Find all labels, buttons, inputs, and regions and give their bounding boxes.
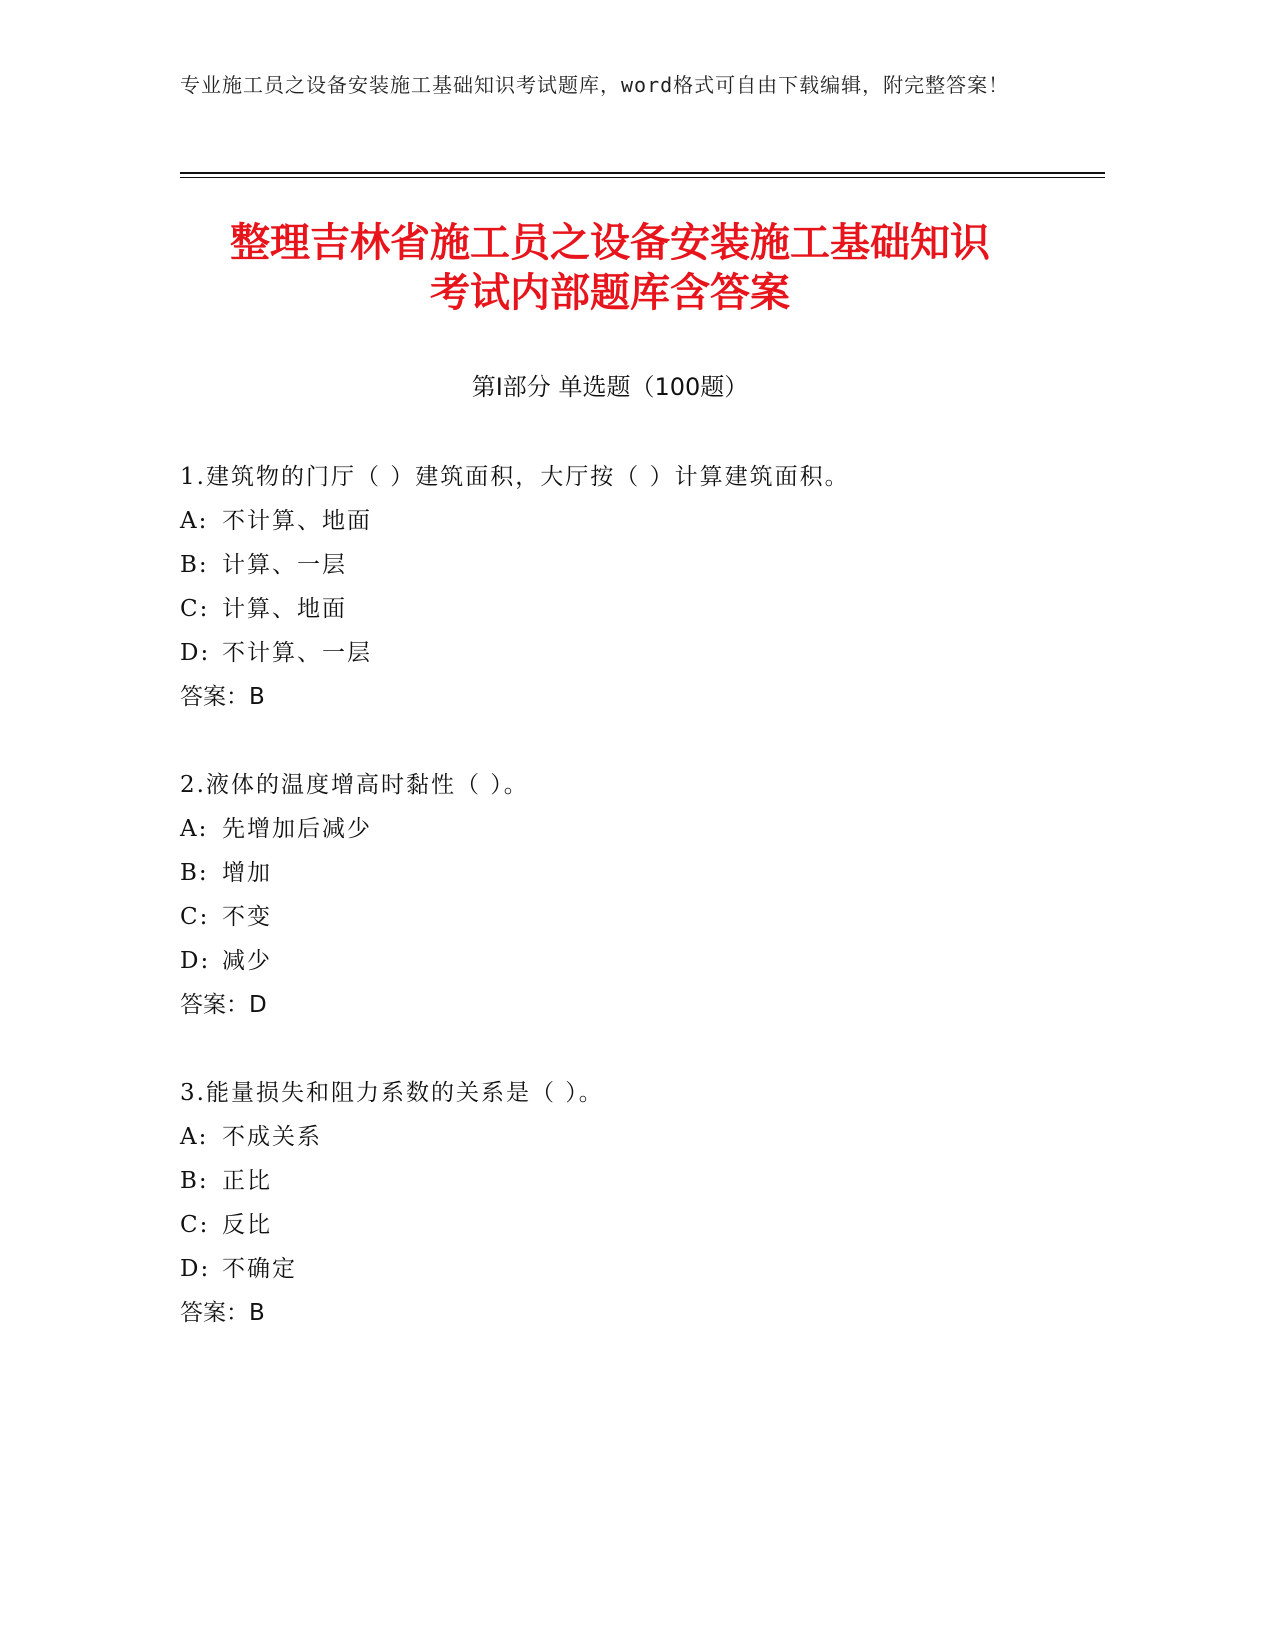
document-title-line-1: 整理吉林省施工员之设备安装施工基础知识 [230,220,990,266]
option-key: A: [180,508,209,534]
header-divider-thin [180,177,1105,178]
option-a [180,807,1080,851]
document-header-note: 专业施工员之设备安装施工基础知识考试题库，word格式可自由下载编辑，附完整答案！ [180,73,1010,97]
option-d [180,631,1080,675]
option-text: 不成关系 [222,1124,322,1150]
option-text: 反比 [222,1212,272,1238]
option-text: 减少 [222,948,272,974]
option-a [180,1115,1080,1159]
option-c [180,587,1080,631]
option-text: 先增加后减少 [222,816,372,842]
option-text: 不计算、一层 [222,640,372,666]
question-stem: 1.建筑物的门厅（ ）建筑面积，大厅按（ ）计算建筑面积。 [180,464,850,490]
option-text: 增加 [222,860,272,886]
question-2 [180,763,1080,1027]
option-key: A: [180,816,209,842]
option-b [180,851,1080,895]
option-key: C: [180,596,210,622]
question-stem: 2.液体的温度增高时黏性（ ）。 [180,772,529,798]
question-3 [180,1071,1080,1335]
option-key: D: [180,640,211,666]
option-text: 不变 [222,904,272,930]
option-b [180,543,1080,587]
option-text: 正比 [222,1168,272,1194]
document-title [160,218,1060,318]
option-key: C: [180,904,210,930]
question-stem: 3.能量损失和阻力系数的关系是（ ）。 [180,1080,604,1106]
section-title: 第Ⅰ部分 单选题（100题） [471,373,749,401]
document-title-line-2: 考试内部题库含答案 [430,270,790,316]
option-d [180,1247,1080,1291]
option-d [180,939,1080,983]
option-key: C: [180,1212,210,1238]
header-divider-thick [180,172,1105,174]
option-text: 不计算、地面 [222,508,372,534]
answer-line: 答案：D [180,992,267,1018]
option-key: D: [180,1256,211,1282]
option-text: 计算、地面 [222,596,347,622]
option-c [180,1203,1080,1247]
option-key: B: [180,552,209,578]
option-key: D: [180,948,211,974]
question-1 [180,455,1080,719]
option-key: B: [180,860,209,886]
option-key: A: [180,1124,209,1150]
option-text: 不确定 [222,1256,297,1282]
option-key: B: [180,1168,209,1194]
option-text: 计算、一层 [222,552,347,578]
option-a [180,499,1080,543]
answer-line: 答案：B [180,684,265,710]
option-c [180,895,1080,939]
option-b [180,1159,1080,1203]
question-list [180,455,1080,1379]
answer-line: 答案：B [180,1300,265,1326]
